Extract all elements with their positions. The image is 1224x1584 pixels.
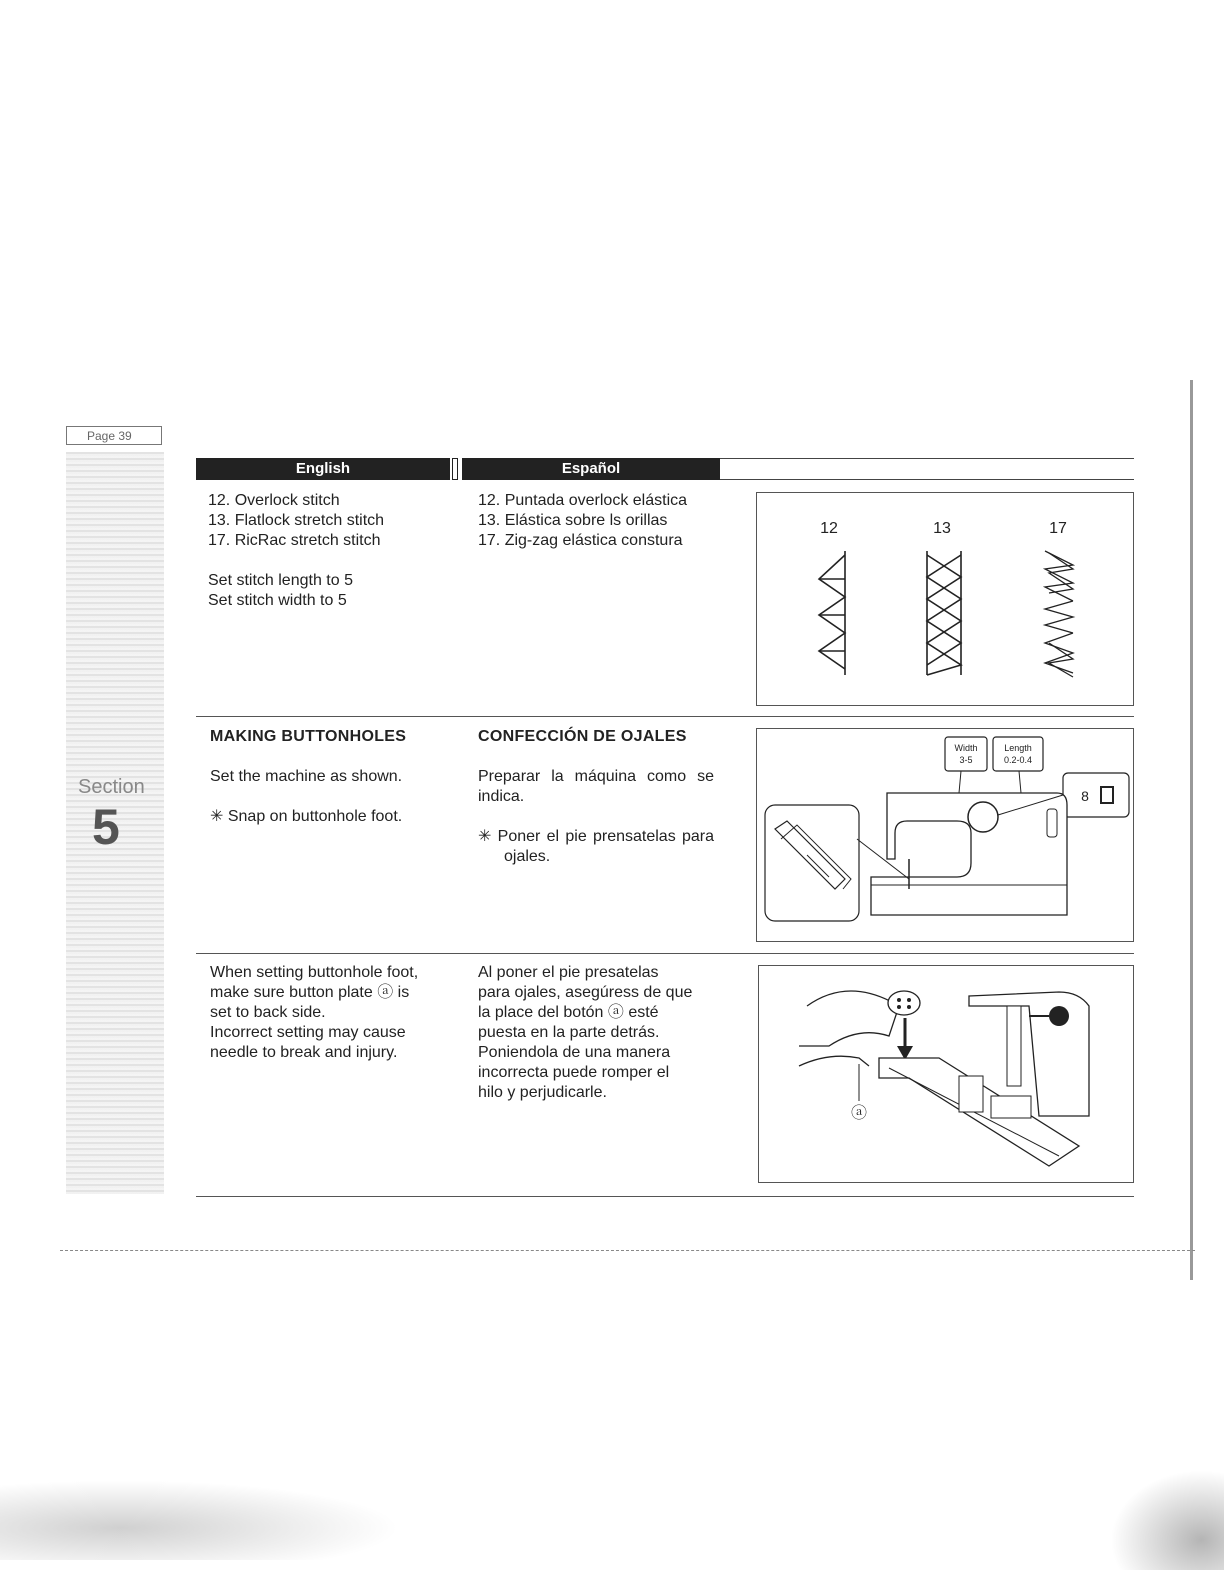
stitch-label-17: 17 <box>1049 520 1067 537</box>
section-divider <box>196 1196 1134 1197</box>
instruction-line: ✳ Snap on buttonhole foot. <box>210 808 403 825</box>
section-label: Section <box>78 776 145 798</box>
scan-line <box>60 1250 1195 1251</box>
list-item: 17. RicRac stretch stitch <box>208 532 381 549</box>
warning-line: puesta en la parte detrás. <box>478 1024 660 1041</box>
warning-line: Al poner el pie presatelas <box>478 964 659 981</box>
warning-line: make sure button plate ⓐ is <box>210 984 410 1001</box>
buttonhole-instructions-es <box>478 767 714 867</box>
section-number: 5 <box>92 799 120 855</box>
list-item: 12. Puntada overlock elástica <box>478 492 688 509</box>
section-divider <box>196 716 1134 717</box>
warning-line: Poniendola de una manera <box>478 1044 671 1061</box>
warning-text-es <box>478 963 716 1103</box>
flatlock-stitch-icon <box>927 551 961 675</box>
spanish-header: Español <box>462 458 720 480</box>
making-buttonholes-heading: MAKING BUTTONHOLES <box>210 728 407 745</box>
page-number: Page 39 <box>66 426 162 445</box>
stitch-label-13: 13 <box>933 520 951 537</box>
sewing-machine-drawing <box>757 729 1133 941</box>
setting-line: Set stitch width to 5 <box>208 592 347 609</box>
scan-edge <box>1190 380 1193 1280</box>
setting-line: Set stitch length to 5 <box>208 572 353 589</box>
length-value: 0.2-0.4 <box>1003 755 1033 765</box>
list-item: 13. Flatlock stretch stitch <box>208 512 385 529</box>
stitch-patterns-figure <box>756 492 1134 706</box>
instruction-line: Preparar la máquina como se indica. <box>478 768 714 805</box>
stitch-label-12: 12 <box>820 520 838 537</box>
width-value: 3-5 <box>959 755 973 765</box>
section-divider <box>196 953 1134 954</box>
warning-line: la place del botón ⓐ esté <box>478 1004 659 1021</box>
ricrac-stitch-icon <box>1045 551 1073 677</box>
header-divider <box>452 458 458 480</box>
warning-line: hilo y perjudicarle. <box>478 1084 607 1101</box>
length-label: Length <box>1004 743 1032 753</box>
overlock-stitch-icon <box>819 551 845 675</box>
warning-line: Incorrect setting may cause <box>210 1024 406 1041</box>
stitch-list-es <box>478 491 738 551</box>
buttonhole-foot-drawing <box>759 966 1133 1182</box>
warning-line: needle to break and injury. <box>210 1044 398 1061</box>
header-rule <box>720 458 1134 480</box>
warning-line: When setting buttonhole foot, <box>210 964 419 981</box>
instruction-line: ✳ Poner el pie prensatelas para ojales. <box>478 828 714 865</box>
buttonhole-foot-figure <box>758 965 1134 1183</box>
width-label: Width <box>954 743 978 753</box>
stitch-list-en <box>208 491 458 611</box>
scan-smudge <box>1110 1470 1224 1570</box>
list-item: 13. Elástica sobre ls orillas <box>478 512 668 529</box>
scan-smudge <box>0 1480 400 1560</box>
machine-setup-figure <box>756 728 1134 942</box>
button-plate-callout: ⓐ <box>850 1103 868 1122</box>
warning-line: para ojales, asegúress de que <box>478 984 693 1001</box>
buttonhole-instructions-en <box>210 767 460 827</box>
warning-line: set to back side. <box>210 1004 326 1021</box>
instruction-line: Set the machine as shown. <box>210 768 403 785</box>
stitch-patterns-drawing <box>757 493 1133 705</box>
confeccion-ojales-heading: CONFECCIÓN DE OJALES <box>478 728 687 745</box>
warning-text-en <box>210 963 448 1063</box>
warning-line: incorrecta puede romper el <box>478 1064 670 1081</box>
list-item: 12. Overlock stitch <box>208 492 340 509</box>
list-item: 17. Zig-zag elástica constura <box>478 532 683 549</box>
dial-value: 8 <box>1081 788 1089 804</box>
english-header: English <box>196 458 450 480</box>
